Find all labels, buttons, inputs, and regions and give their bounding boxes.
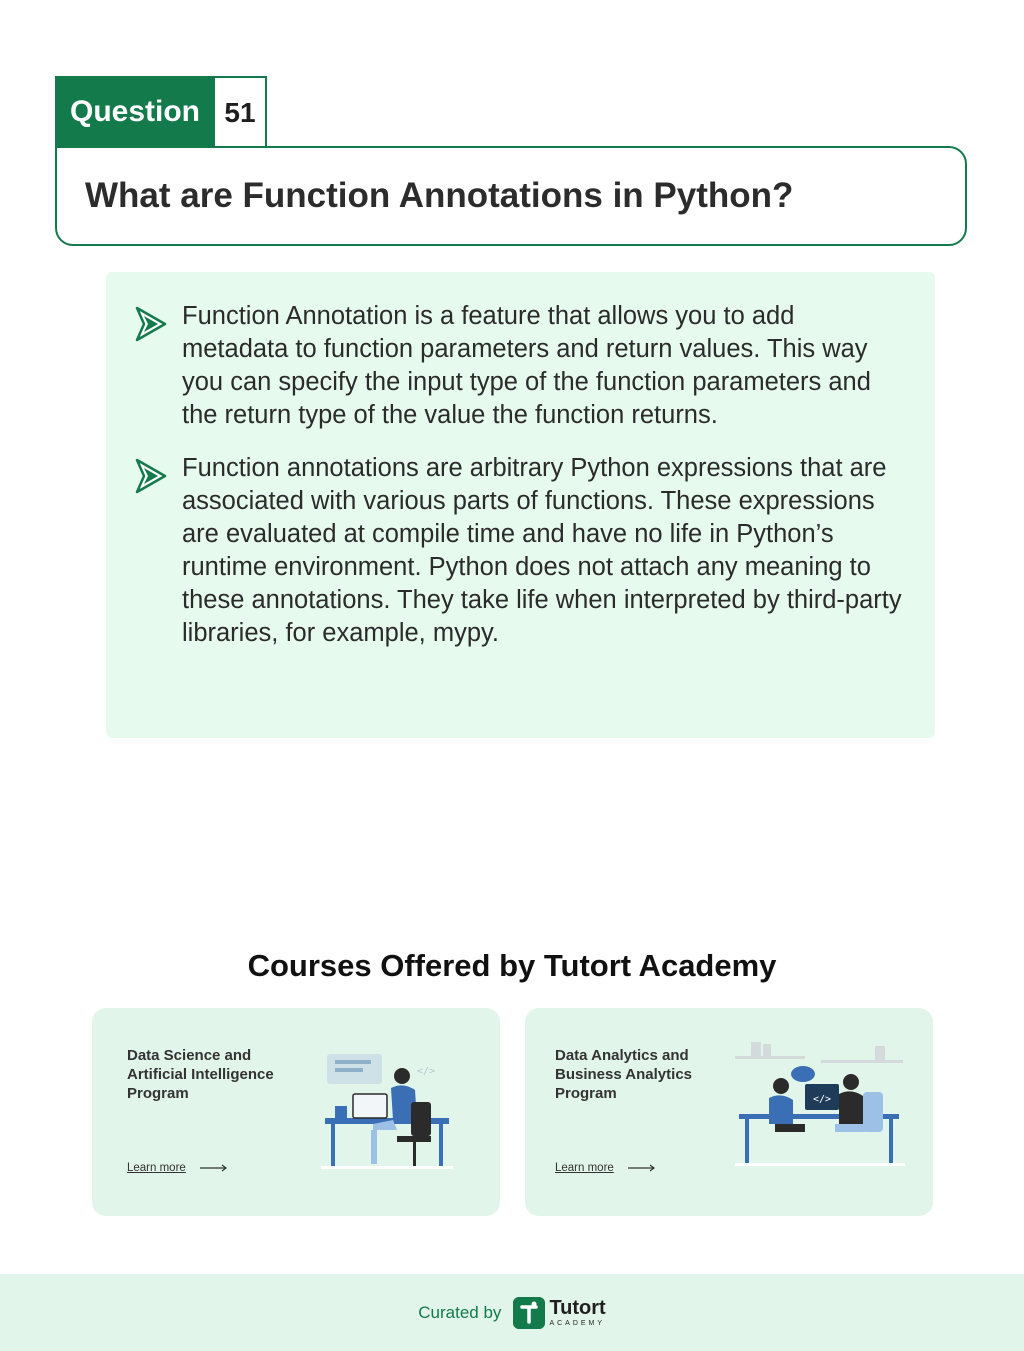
developer-desk-illustration <box>317 1046 457 1171</box>
learn-more-link[interactable] <box>555 1162 656 1174</box>
question-number: 51 <box>215 76 267 148</box>
answer-box <box>106 272 935 738</box>
arrow-bullet-icon <box>134 456 168 496</box>
answer-point-text: Function annotations are arbitrary Python expressions that are associated with various parts of functions. These expressions are evaluated at compile time and have no life in Python’s runtime environment. Python does not attach any meaning to these annotations. They take life when interpreted by third-party libraries, for example, mypy. <box>182 454 902 647</box>
learn-more-label: Learn more <box>555 1162 614 1174</box>
tutort-logo <box>513 1297 605 1329</box>
svg-text:</>: </> <box>417 1066 436 1077</box>
course-card-title: Data Analytics and Business Analytics Program <box>555 1047 692 1102</box>
learn-more-link[interactable] <box>127 1162 228 1174</box>
course-card-data-analytics[interactable] <box>525 1008 933 1216</box>
team-coding-illustration <box>735 1038 905 1168</box>
learn-more-label: Learn more <box>127 1162 186 1174</box>
question-title-box <box>55 146 967 246</box>
question-label: Question <box>55 76 215 148</box>
question-title: What are Function Annotations in Python? <box>85 176 794 215</box>
course-card-data-science[interactable] <box>92 1008 500 1216</box>
arrow-right-icon <box>628 1164 656 1172</box>
answer-point-text: Function Annotation is a feature that allows you to add metadata to function parameters and return values. This way you can specify the input type of the function parameters and the return type of the value the function returns. <box>182 302 871 429</box>
svg-text:</>: </> <box>813 1094 832 1105</box>
footer <box>0 1274 1024 1351</box>
tutort-logo-icon <box>513 1297 545 1329</box>
arrow-bullet-icon <box>134 304 168 344</box>
course-card-title: Data Science and Artificial Intelligence Program <box>127 1047 274 1102</box>
question-tag <box>55 76 267 148</box>
curated-by-label: Curated by <box>418 1302 502 1322</box>
brand-subtitle: ACADEMY <box>549 1320 606 1327</box>
answer-point <box>134 300 905 432</box>
brand-name: Tutort <box>549 1297 606 1319</box>
arrow-right-icon <box>200 1164 228 1172</box>
answer-point <box>134 452 905 650</box>
courses-heading: Courses Offered by Tutort Academy <box>247 948 777 983</box>
